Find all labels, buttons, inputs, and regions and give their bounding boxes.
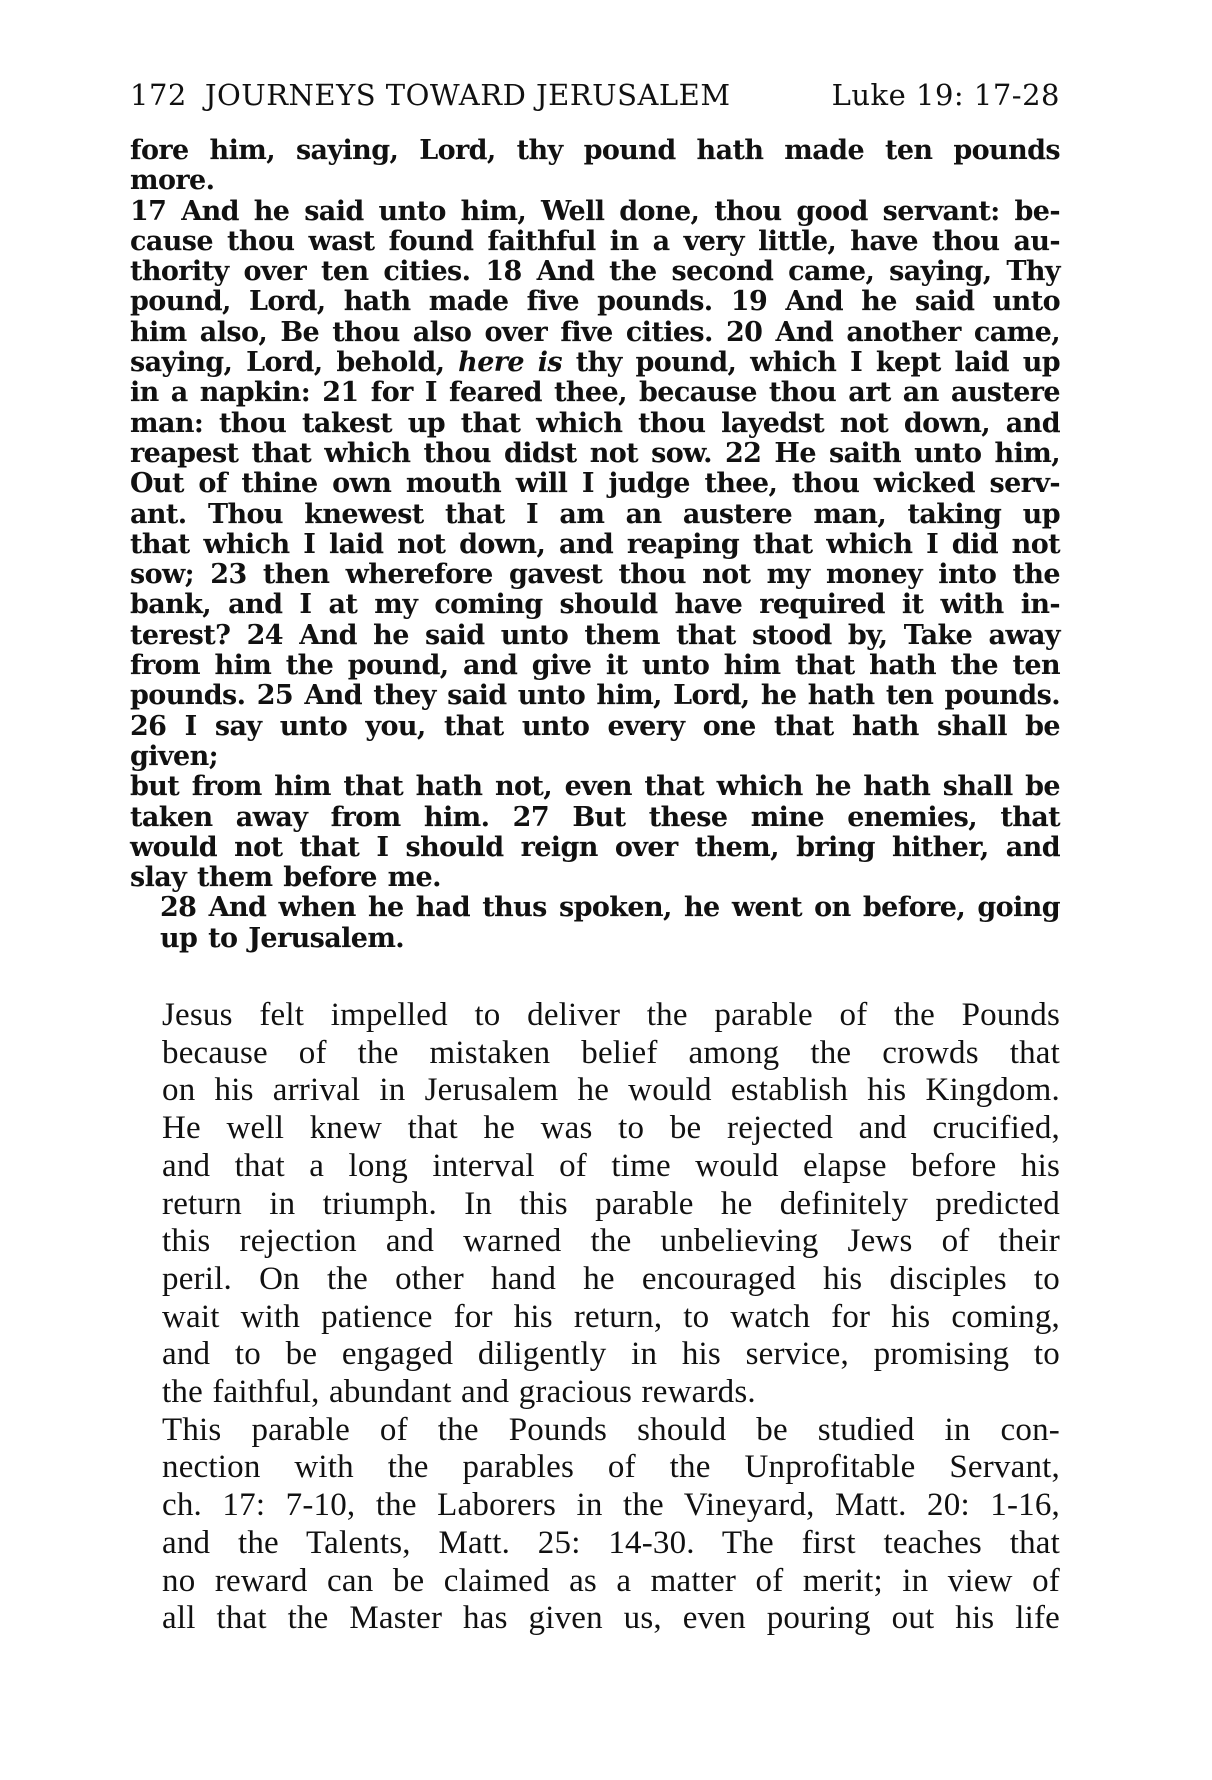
scripture-paragraph: [130, 893, 1060, 954]
text-line: him also, Be thou also over five cities. 20 And another came,: [130, 316, 1060, 348]
text-line: fore him, saying, Lord, thy pound hath made ten pounds more.: [130, 135, 1060, 197]
chapter-title: JOURNEYS TOWARD JERUSALEM: [204, 78, 731, 112]
commentary-text: [130, 997, 1060, 1638]
text-line: all that the Master has given us, even pouring out his life: [162, 1600, 1060, 1637]
text-line: [130, 348, 1060, 378]
text-line: sow; 23 then wherefore gavest thou not my money into the: [130, 559, 1060, 591]
text-line: because of the mistaken belief among the crowds that: [162, 1034, 1060, 1071]
scripture-paragraph: [130, 136, 1060, 893]
text-line: slay them before me.: [130, 862, 441, 894]
text-line: thority over ten cities. 18 And the second came, saying, Thy: [130, 256, 1060, 288]
text-line: from him the pound, and give it unto him that hath the ten: [130, 650, 1060, 682]
page-number: 172: [130, 78, 187, 112]
text-line: up to Jerusalem.: [160, 922, 405, 954]
book-page: [130, 78, 1060, 1638]
commentary-paragraph: [130, 997, 1060, 1412]
text-line: reapest that which thou didst not sow. 22 He saith unto him,: [130, 437, 1060, 469]
text-line: terest? 24 And he said unto them that stood by, Take away: [130, 619, 1060, 651]
text-line: ant. Thou knewest that I am an austere man, taking up: [130, 498, 1060, 530]
text-line: taken away from him. 27 But these mine enemies, that: [130, 801, 1060, 833]
text-line: 26 I say unto you, that unto every one that hath shall be given;: [130, 710, 1060, 772]
text-line: in a napkin: 21 for I feared thee, because thou art an austere: [130, 377, 1060, 409]
running-head: [130, 78, 1060, 120]
text-line: He well knew that he was to be rejected and crucified,: [162, 1110, 1060, 1147]
text-line: pound, Lord, hath made five pounds. 19 And he said unto: [130, 286, 1060, 318]
scripture-reference: Luke 19: 17-28: [831, 78, 1060, 112]
text-line: would not that I should reign over them, bring hither, and: [130, 831, 1060, 863]
text-line: man: thou takest up that which thou layedst not down, and: [130, 407, 1060, 439]
text-segment: thy pound, which I kept laid up: [562, 347, 1061, 379]
text-line: cause thou wast found faithful in a very little, have thou au-: [130, 225, 1060, 257]
italic-text: here is: [458, 347, 563, 379]
scripture-text: [130, 136, 1060, 954]
text-line: 28 And when he had thus spoken, he went on before, going: [160, 892, 1060, 924]
text-line: that which I laid not down, and reaping that which I did not: [130, 528, 1060, 560]
text-line: no reward can be claimed as a matter of merit; in view of: [162, 1562, 1060, 1599]
text-line: 17 And he said unto him, Well done, thou good servant: be-: [130, 195, 1060, 227]
text-line: nection with the parables of the Unprofitable Servant,: [162, 1449, 1060, 1486]
text-segment: saying, Lord, behold,: [130, 347, 459, 379]
commentary-paragraph: [130, 1412, 1060, 1638]
text-line: return in triumph. In this parable he definitely predicted: [162, 1185, 1060, 1222]
text-line: the faithful, abundant and gracious rewards.: [162, 1374, 756, 1411]
text-line: Out of thine own mouth will I judge thee, thou wicked serv-: [130, 468, 1060, 500]
text-line: peril. On the other hand he encouraged his disciples to: [162, 1260, 1060, 1297]
text-line: but from him that hath not, even that which he hath shall be: [130, 771, 1060, 803]
text-line: and that a long interval of time would elapse before his: [162, 1147, 1060, 1184]
text-line: Jesus felt impelled to deliver the parable of the Pounds: [162, 997, 1060, 1034]
text-line: on his arrival in Jerusalem he would establish his Kingdom.: [162, 1072, 1060, 1109]
text-line: and the Talents, Matt. 25: 14-30. The first teaches that: [162, 1524, 1060, 1561]
text-line: wait with patience for his return, to watch for his coming,: [162, 1298, 1060, 1335]
text-line: This parable of the Pounds should be studied in con-: [162, 1411, 1060, 1448]
text-line: and to be engaged diligently in his service, promising to: [162, 1336, 1060, 1373]
text-line: ch. 17: 7-10, the Laborers in the Vineyard, Matt. 20: 1-16,: [162, 1487, 1060, 1524]
text-line: pounds. 25 And they said unto him, Lord, he hath ten pounds.: [130, 680, 1060, 712]
text-line: this rejection and warned the unbelieving Jews of their: [162, 1223, 1060, 1260]
text-line: bank, and I at my coming should have required it with in-: [130, 589, 1060, 621]
